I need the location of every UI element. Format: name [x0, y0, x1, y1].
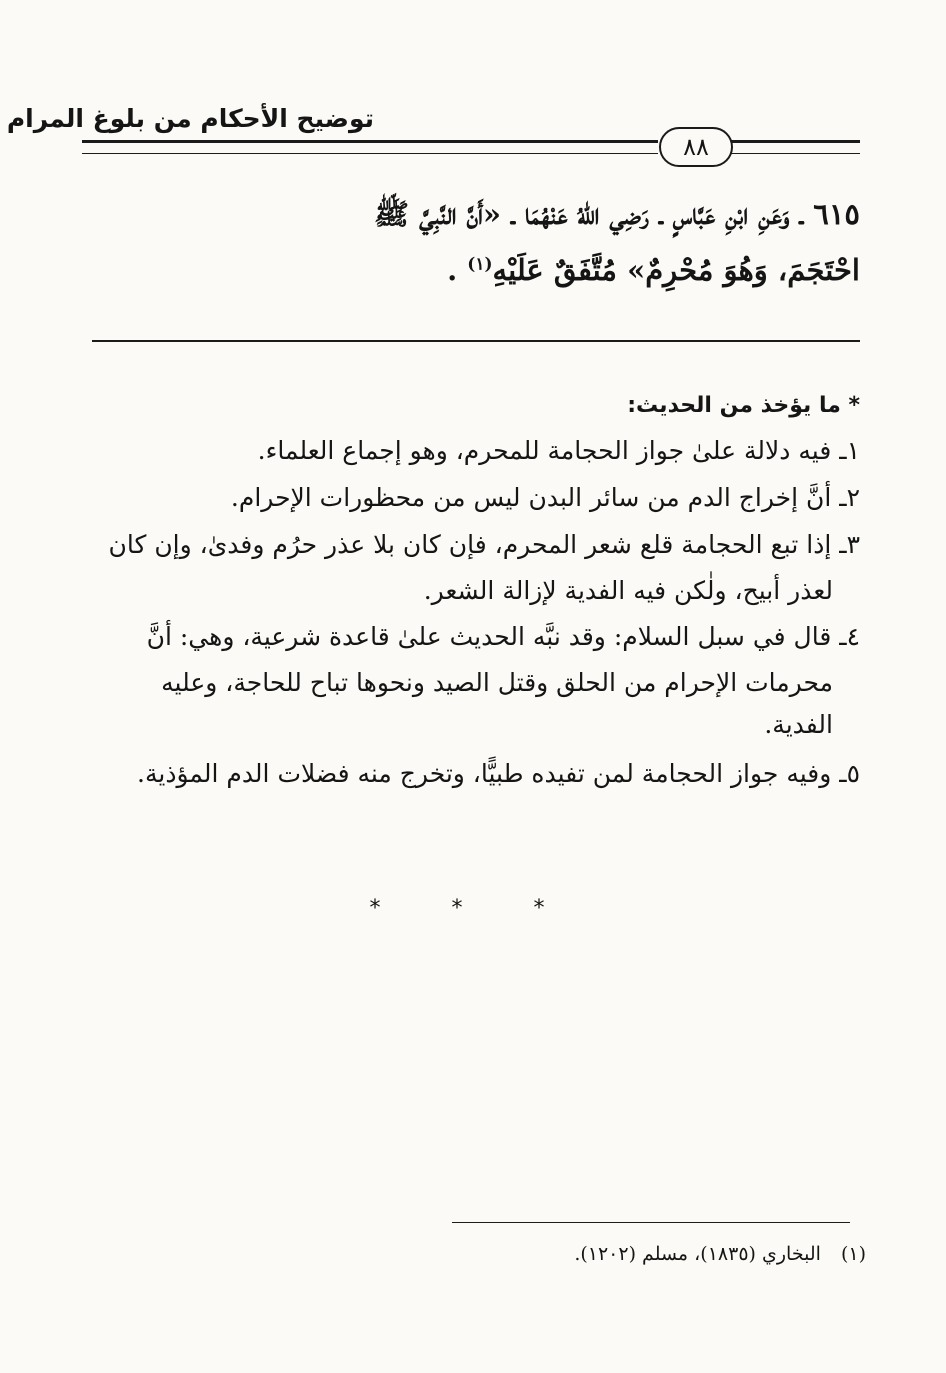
hadith-dash: ـ [789, 197, 804, 231]
benefit-line-3: ٣ـ إذا تبع الحجامة قلع شعر المحرم، فإن كان بلا عذر حرُم وفدىٰ، وإن كان [108, 530, 860, 559]
benefit-line-4: ٤ـ قال في سبل السلام: وقد نبَّه الحديث علىٰ قاعدة شرعية، وهي: أنَّ [146, 622, 860, 651]
benefits-heading: * ما يؤخذ من الحديث: [627, 393, 860, 418]
section-divider [92, 340, 860, 342]
hadith-text-line-2 [447, 253, 860, 287]
footnote-number: (١) [840, 1243, 866, 1265]
hadith-number: ٦١٥ [813, 197, 860, 231]
footnote-rule [452, 1222, 850, 1223]
footnote [574, 1243, 866, 1265]
footnote-text: البخاري (١٨٣٥)، مسلم (١٢٠٢). [574, 1243, 821, 1265]
section-end-stars: * * * [369, 896, 577, 921]
benefit-line-2: ٢ـ أنَّ إخراج الدم من سائر البدن ليس من محظورات الإحرام. [230, 483, 860, 512]
footnote-reference: (١) [467, 254, 493, 275]
hadith-line-1-text: وَعَنِ ابْنِ عَبَّاسٍ ـ رَضِي اللهُ عَنْهُمَا ـ «أَنَّ النَّبِيَّ ﷺ [374, 197, 790, 231]
benefit-line-3-continued: لعذر أبيح، ولٰكن فيه الفدية لإزالة الشعر. [423, 576, 833, 605]
header-rule-left [82, 140, 658, 154]
running-header-title: توضيح الأحكام من بلوغ المرام [6, 104, 374, 133]
benefit-line-1: ١ـ فيه دلالة علىٰ جواز الحجامة للمحرم، وهو إجماع العلماء. [257, 436, 860, 465]
benefit-line-5: ٥ـ وفيه جواز الحجامة لمن تفيده طبيًّا، وتخرج منه فضلات الدم المؤذية. [137, 759, 860, 788]
hadith-line-2-end: . [447, 253, 468, 287]
hadith-line-2-text: احْتَجَمَ، وَهُوَ مُحْرِمٌ» مُتَّفَقٌ عَلَيْهِ [492, 253, 860, 287]
benefit-line-4-end: الفدية. [764, 710, 833, 739]
page-number: ٨٨ [659, 127, 733, 167]
header-rule-right [729, 140, 860, 154]
hadith-text-line-1 [374, 197, 860, 239]
benefit-line-4-continued: محرمات الإحرام من الحلق وقتل الصيد ونحوها تباح للحاجة، وعليه [161, 668, 833, 697]
